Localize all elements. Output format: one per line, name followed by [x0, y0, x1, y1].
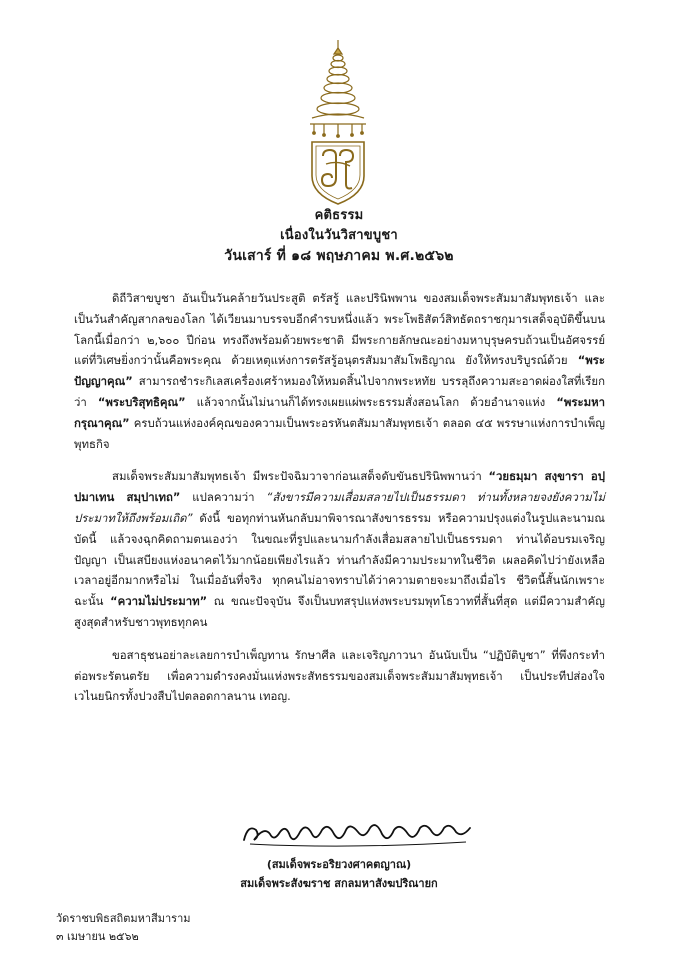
p1-text-d: แล้วจากนั้นไม่นานก็ได้ทรงเผยแผ่พระธรรมสั่งสอนโลก ด้วยอำนาจแห่ง [185, 394, 557, 409]
page-title: คติธรรม [314, 208, 364, 223]
royal-seal-emblem [298, 38, 378, 213]
footer-place: วัดราชบพิธสถิตมหาสีมาราม [56, 912, 191, 925]
p1-text-e: ครบถ้วนแห่งองค์คุณของความเป็นพระอรหันตสัมมาสัมพุทธเจ้า ตลอด ๔๕ พรรษาแห่งการบำเพ็ญพุทธกิจ [74, 415, 605, 451]
p1-bold-2: “พระบริสุทธิคุณ” [97, 394, 186, 409]
p2-text-c: แปลความว่า [180, 490, 267, 505]
p2-italic-translation: “สังขารมีความเสื่อมสลายไปเป็นธรรมดา ท่านทั้งหลายจงยังความไม่ประมาทให้ถึงพร้อมเถิด” [74, 490, 605, 525]
handwritten-signature [230, 816, 490, 852]
signatory-name: (สมเด็จพระอริยวงศาคตญาณ) [266, 858, 412, 871]
letter-body [74, 288, 605, 719]
paragraph-2 [74, 466, 605, 632]
signatory-title: สมเด็จพระสังฆราช สกลมหาสังฆปริณายก [240, 877, 438, 890]
paragraph-1 [74, 288, 605, 454]
page-subtitle: เนื่องในวันวิสาขบูชา [280, 228, 398, 243]
p1-bold-1: “พระปัญญาคุณ” [74, 353, 605, 389]
p2-text-e: ณ ขณะปัจจุบัน จึงเป็นบทสรุปแห่งพระบรมพุทโธวาทที่สั้นที่สุด แต่มีความสำคัญสูงสุดสำหรับชาวพุทธทุกคน [74, 594, 605, 629]
footer [56, 910, 191, 946]
p1-text-c: สามารถชำระกิเลสเครื่องเศร้าหมองให้หมดสิ้นไปจากพระหทัย บรรลุถึงความสะอาดผ่องใสที่เรียกว่า [74, 374, 605, 409]
p1-text-a: ดิถีวิสาขบูชา อันเป็นวันคล้ายวันประสูติ ตรัสรู้ และปรินิพพาน ของสมเด็จพระสัมมาสัมพุทธเจ้า และเป็นวันสำคัญสากลของโลก ได้เวียนมาบรรจบอีกคำรบหนึ่งแล้ว พระโพธิสัตว์สิทธัตถราชกุมารเสด็จอุบัติขึ้นบนโลกนี้เมื่อกว่า ๒,๖๐๐ ปีก่อน ทรงถึงพร้อมด้วยพระชาติ มีพระกายลักษณะอย่างมหาบุรุษครบถ้วนเป็นอัศจรรย์ แต่ที่วิเศษยิ่งกว่านั้นคือพระคุณ ด้วยเหตุแห่งการตรัสรู้อนุตรสัมมาสัมโพธิญาณ ยังให้ทรงบริบูรณ์ด้วย [74, 291, 605, 368]
p2-text-a: สมเด็จพระสัมมาสัมพุทธเจ้า มีพระปัจฉิมวาจาก่อนเสด็จดับขันธปรินิพพานว่า [112, 469, 489, 484]
p1-bold-3: “พระมหากรุณาคุณ” [74, 394, 605, 430]
p2-bold-2: “ความไม่ประมาท” [110, 594, 208, 609]
footer-date: ๓ เมษายน ๒๕๖๒ [56, 930, 139, 943]
p2-bold-pali: “วยธมฺมา สงฺขารา อปฺปมาเทน สมฺปาเทถ” [74, 469, 605, 505]
p2-text-d: ดังนี้ ขอทุกท่านหันกลับมาพิจารณาสังขารธรรม หรือความปรุงแต่งในรูปและนามณ บัดนี้ แล้วจงฉุกคิดถามตนเองว่า ในขณะที่รูปและนามกำลังเสื่อมสลายไปเป็นธรรมดา ท่านได้อบรมเจริญปัญญา เป็นเสบียงแห่งอนาคตไว้มากน้อยเพียงไรแล้ว ท่านกำลังมีความประมาทในชีวิต เผลอคิดไปว่ายังเหลือเวลาอยู่อีกมากหรือไม่ ในเมื่ออันที่จริง ทุกคนไม่อาจทราบได้ว่าความตายจะมาถึงเมื่อไร ชีวิตนี้สั้นนักเพราะฉะนั้น [74, 510, 605, 609]
paragraph-3: ขอสาธุชนอย่าละเลยการบำเพ็ญทาน รักษาศีล และเจริญภาวนา อันนับเป็น “ปฏิบัติบูชา” ที่พึงกระทำต่อพระรัตนตรัย เพื่อความดำรงคงมั่นแห่งพระสัทธรรมของสมเด็จพระสัมมาสัมพุทธเจ้า เป็นประทีปส่องใจเวไนยนิกรทั้งปวงสืบไปตลอดกาลนาน เทอญ. [74, 647, 605, 704]
header-date: วันเสาร์ ที่ ๑๘ พฤษภาคม พ.ศ.๒๕๖๒ [224, 248, 454, 264]
header [0, 206, 678, 266]
